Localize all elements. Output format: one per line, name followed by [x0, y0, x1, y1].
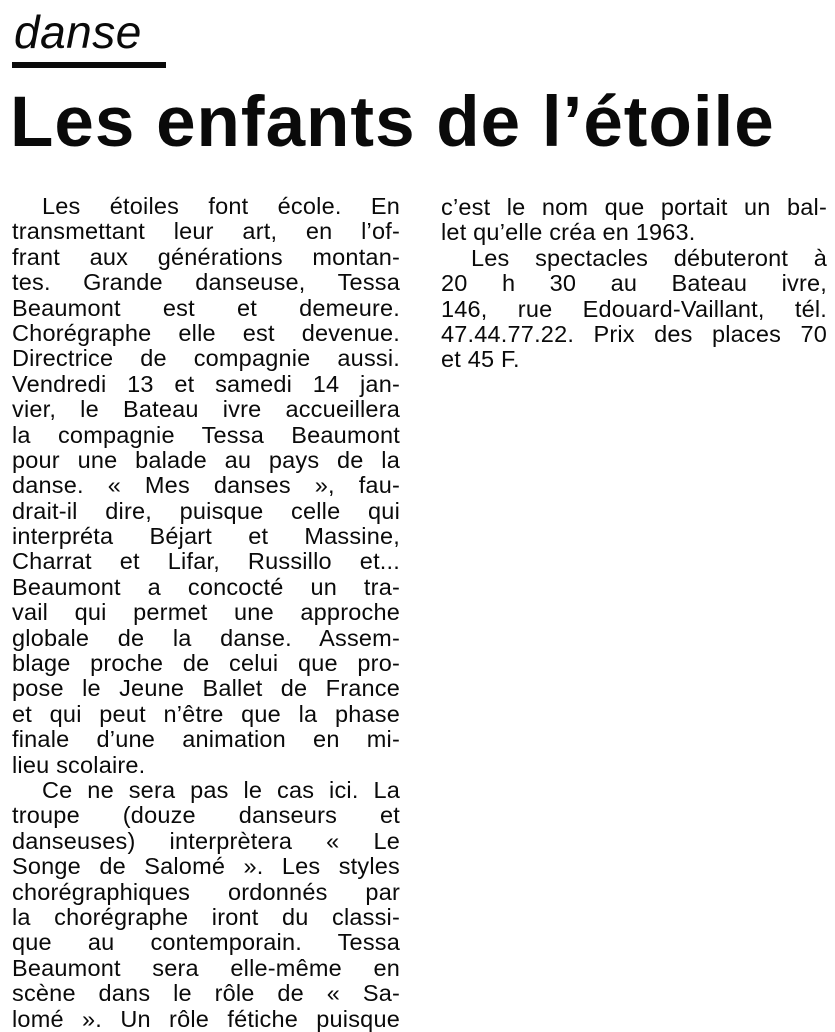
text-line: 47.44.77.22. Prix des places 70 — [441, 320, 827, 347]
text-line: Vendredi 13 et samedi 14 jan- — [12, 370, 400, 397]
text-line: Ce ne sera pas le cas ici. La — [42, 776, 400, 803]
text-line: Chorégraphe elle est devenue. — [12, 319, 400, 346]
text-line: globale de la danse. Assem- — [12, 624, 400, 651]
text-line: chorégraphiques ordonnés par — [12, 878, 400, 905]
text-line: que au contemporain. Tessa — [12, 929, 400, 956]
text-line: pour une balade au pays de la — [12, 446, 400, 473]
text-line: Les spectacles débuteront à — [471, 244, 827, 271]
text-line: lomé ». Un rôle fétiche puisque — [12, 1005, 400, 1032]
text-line: et 45 F. — [441, 346, 520, 373]
text-line: la compagnie Tessa Beaumont — [12, 421, 400, 448]
text-line: drait-il dire, puisque celle qui — [12, 497, 400, 524]
text-line: vail qui permet une approche — [12, 599, 400, 626]
text-line: Beaumont sera elle-même en — [12, 954, 400, 981]
text-line: troupe (douze danseurs et — [12, 802, 400, 829]
text-line: Songe de Salomé ». Les styles — [12, 853, 400, 880]
text-line: et qui peut n’être que la phase — [12, 700, 400, 727]
text-line: scène dans le rôle de « Sa- — [12, 980, 400, 1007]
text-line: lieu scolaire. — [12, 751, 146, 778]
rubric-underline — [12, 62, 166, 68]
text-line: danseuses) interprètera « Le — [12, 827, 400, 854]
article-column-right — [441, 195, 827, 373]
text-line: Beaumont est et demeure. — [12, 294, 400, 321]
text-line: frant aux générations montan- — [12, 243, 400, 270]
article-column-left — [12, 194, 400, 1032]
text-line: 146, rue Edouard-Vaillant, tél. — [441, 295, 827, 322]
text-line: Directrice de compagnie aussi. — [12, 345, 400, 372]
text-line: c’est le nom que portait un bal- — [441, 194, 827, 220]
text-line: finale d’une animation en mi- — [12, 726, 400, 753]
text-line: danse. « Mes danses », fau- — [12, 472, 400, 499]
article-headline: Les enfants de l’étoile — [10, 83, 775, 162]
text-line: blage proche de celui que pro- — [12, 650, 400, 677]
text-line: Beaumont a concocté un tra- — [12, 573, 400, 600]
text-line: 20 h 30 au Bateau ivre, — [441, 270, 827, 297]
text-line: la chorégraphe iront du classi- — [12, 903, 400, 930]
text-line: Charrat et Lifar, Russillo et... — [12, 548, 400, 575]
text-line: pose le Jeune Ballet de France — [12, 675, 400, 702]
text-line: Les étoiles font école. En — [42, 193, 400, 219]
text-line: tes. Grande danseuse, Tessa — [12, 269, 400, 296]
text-line: transmettant leur art, en l’of- — [12, 218, 400, 245]
text-line: vier, le Bateau ivre accueillera — [12, 396, 400, 423]
text-line: let qu’elle créa en 1963. — [441, 219, 696, 246]
section-rubric: danse — [14, 6, 142, 58]
text-line: interpréta Béjart et Massine, — [12, 523, 400, 550]
